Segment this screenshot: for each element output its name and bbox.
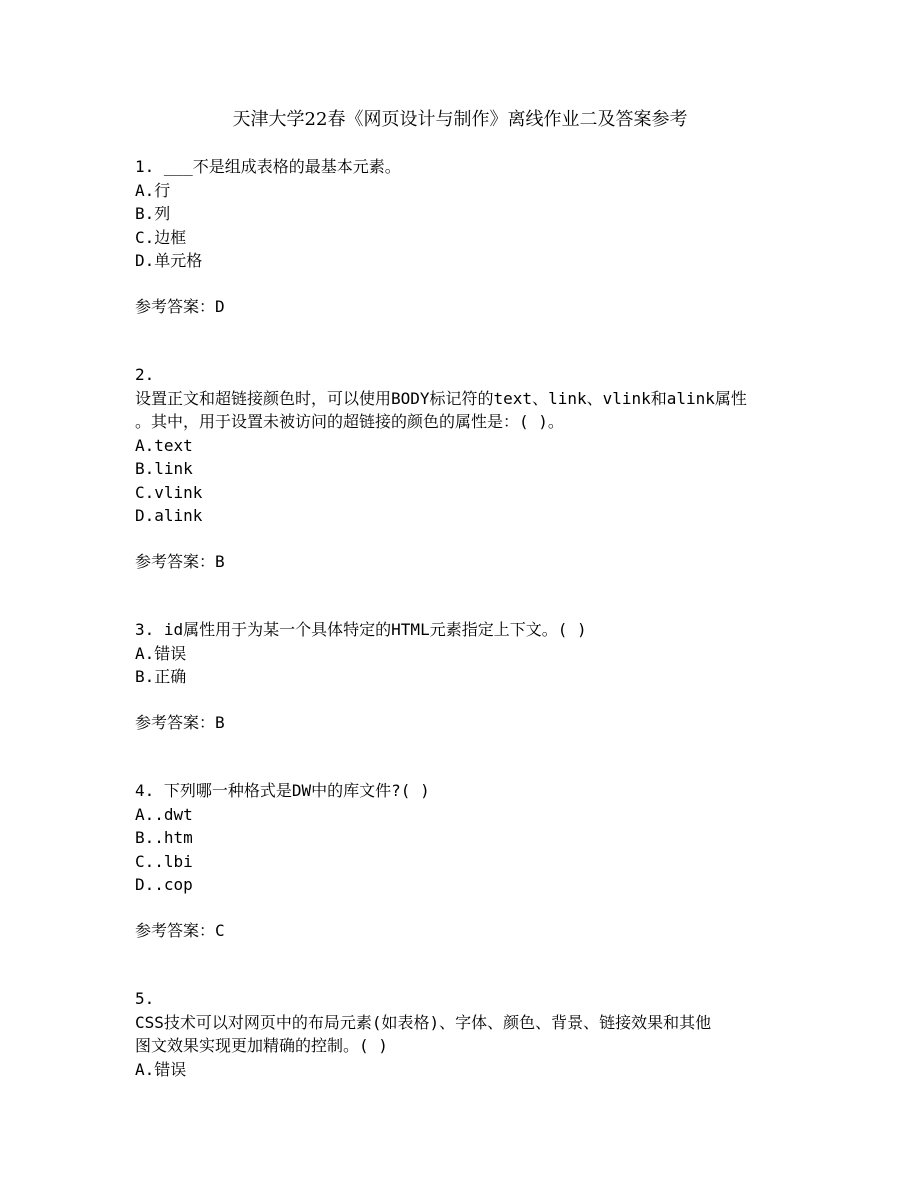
answer-3: 参考答案：B: [135, 713, 225, 732]
answer-1: 参考答案：D: [135, 297, 225, 316]
option-b: B..htm: [135, 828, 193, 847]
question-1: [135, 155, 795, 273]
option-a: A.错误: [135, 1059, 187, 1079]
answer-4: 参考答案：C: [135, 921, 225, 940]
document-title: 天津大学22春《网页设计与制作》离线作业二及答案参考: [232, 109, 688, 130]
question-4: [135, 779, 795, 897]
option-a: A.行: [135, 180, 171, 200]
question-number: 2.: [135, 365, 155, 384]
option-d: D.alink: [135, 506, 203, 525]
option-c: C..lbi: [135, 851, 193, 871]
option-c: C.vlink: [135, 482, 203, 502]
question-stem: 1. ___不是组成表格的最基本元素。: [135, 157, 401, 176]
option-d: D.单元格: [135, 251, 203, 270]
answer-2: 参考答案：B: [135, 552, 225, 571]
question-5: [135, 987, 795, 1081]
question-2: [135, 363, 795, 528]
question-number: 5.: [135, 989, 155, 1008]
option-b: B.正确: [135, 667, 187, 686]
question-stem: 3. id属性用于为某一个具体特定的HTML元素指定上下文。( ): [135, 620, 587, 639]
question-stem: CSS技术可以对网页中的布局元素(如表格)、字体、颜色、背景、链接效果和其他: [135, 1012, 712, 1032]
option-a: A..dwt: [135, 804, 193, 824]
option-a: A.错误: [135, 643, 187, 663]
option-b: B.link: [135, 459, 193, 478]
option-a: A.text: [135, 435, 193, 455]
question-3: [135, 618, 795, 689]
question-stem: 4. 下列哪一种格式是DW中的库文件?( ): [135, 781, 430, 800]
question-stem-continued: 图文效果实现更加精确的控制。( ): [135, 1036, 388, 1055]
option-c: C.边框: [135, 227, 187, 247]
option-d: D..cop: [135, 875, 193, 894]
option-b: B.列: [135, 204, 171, 223]
question-stem-continued: 。其中，用于设置未被访问的超链接的颜色的属性是：( )。: [135, 412, 564, 431]
question-stem: 设置正文和超链接颜色时，可以使用BODY标记符的text、link、vlink和alink属性: [135, 388, 747, 408]
